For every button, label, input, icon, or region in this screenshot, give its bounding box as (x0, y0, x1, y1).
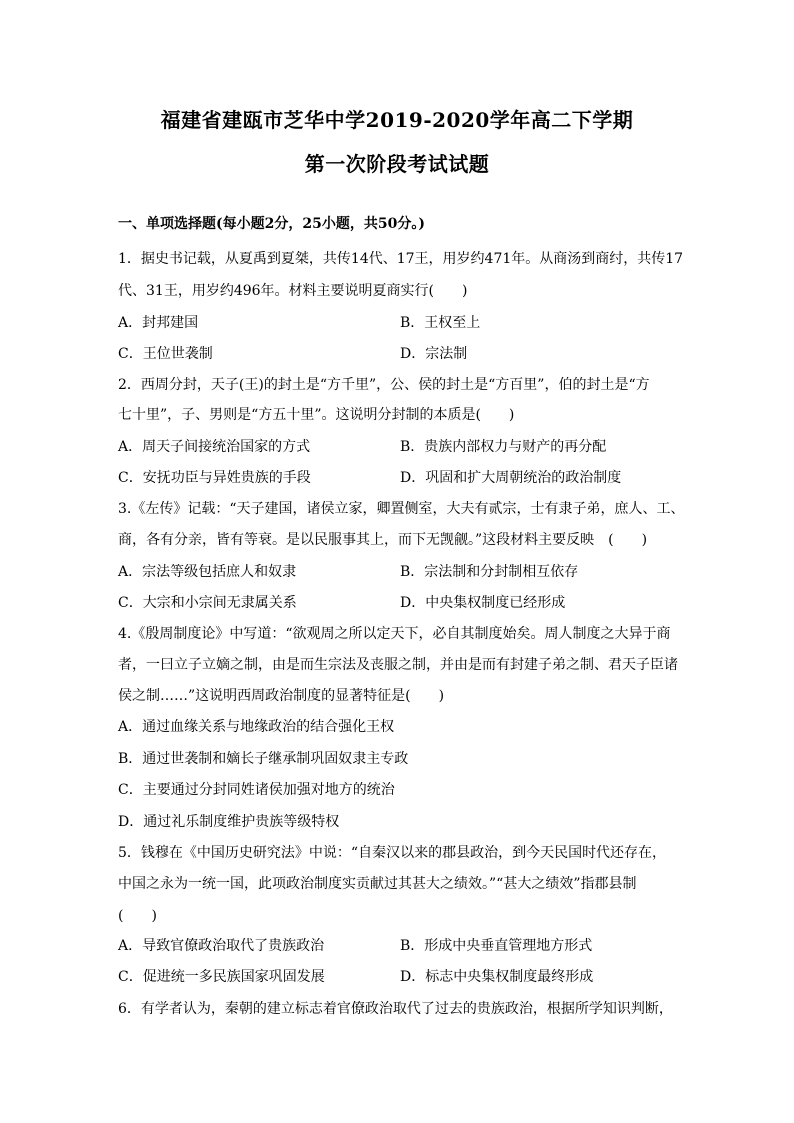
question-2-line-2: 七十里”，子、男则是“方五十里”。这说明分封制的本质是( ) (118, 407, 515, 423)
question-3-line-2: 商，各有分亲，皆有等衰。是以民服事其上，而下无觊觎。”这段材料主要反映 ( ) (118, 532, 648, 548)
question-4-option-a: A．通过血缘关系与地缘政治的结合强化王权 (118, 719, 395, 735)
question-1-option-c: C．王位世袭制 (118, 346, 213, 362)
question-3-option-c: C．大宗和小宗间无隶属关系 (118, 595, 297, 611)
question-2-option-d: D．巩固和扩大周朝统治的政治制度 (400, 470, 622, 486)
question-3-option-a: A．宗法等级包括庶人和奴隶 (118, 564, 297, 580)
question-5-option-c: C．促进统一多民族国家巩固发展 (118, 969, 325, 985)
question-2-line-1: 2．西周分封，天子(王)的封土是“方千里”，公、侯的封土是“方百里”，伯的封土是“方 (118, 377, 650, 393)
question-2-option-a: A．周天子间接统治国家的方式 (118, 439, 311, 455)
question-3-line-1: 3.《左传》记载：“天子建国，诸侯立家，卿置侧室，大夫有贰宗，士有隶子弟，庶人、工、 (118, 501, 685, 517)
question-1-option-d: D．宗法制 (400, 346, 468, 362)
question-5-line-3: ( ) (118, 908, 157, 924)
question-4-line-2: 者，一曰立子立嫡之制，由是而生宗法及丧服之制，并由是而有封建子弟之制、君天子臣诸 (118, 657, 678, 673)
document-title: 福建省建瓯市芝华中学2019-2020学年高二下学期 (160, 108, 634, 132)
question-4-option-d: D．通过礼乐制度维护贵族等级特权 (118, 814, 340, 830)
document-subtitle: 第一次阶段考试试题 (304, 152, 490, 176)
question-1-line-2: 代、31王，用岁约496年。材料主要说明夏商实行( ) (118, 283, 468, 299)
question-1-line-1: 1．据史书记载，从夏禹到夏桀，共传14代、17王，用岁约471年。从商汤到商纣，共传17 (118, 251, 684, 267)
question-4-line-3: 侯之制……”这说明西周政治制度的显著特征是( ) (118, 688, 445, 704)
question-3-option-d: D．中央集权制度已经形成 (400, 595, 566, 611)
question-5-line-2: 中国之永为一统一国，此项政治制度实贡献过其甚大之绩效。”“甚大之绩效”指郡县制 (118, 876, 637, 892)
question-6-line-1: 6．有学者认为，秦朝的建立标志着官僚政治取代了过去的贵族政治，根据所学知识判断， (118, 1001, 673, 1017)
question-4-line-1: 4.《殷周制度论》中写道：“欲观周之所以定天下，必自其制度始矣。周人制度之大异于商 (118, 626, 671, 642)
question-2-option-b: B．贵族内部权力与财产的再分配 (400, 439, 607, 455)
question-3-option-b: B．宗法制和分封制相互依存 (400, 564, 579, 580)
section-heading: 一、单项选择题(每小题2分，25小题，共50分。) (118, 216, 425, 232)
question-5-option-a: A．导致官僚政治取代了贵族政治 (118, 938, 325, 954)
question-1-option-a: A．封邦建国 (118, 315, 199, 331)
question-1-option-b: B．王权至上 (400, 315, 481, 331)
question-2-option-c: C．安抚功臣与异姓贵族的手段 (118, 470, 311, 486)
question-5-option-b: B．形成中央垂直管理地方形式 (400, 938, 593, 954)
question-5-option-d: D．标志中央集权制度最终形成 (400, 969, 594, 985)
question-5-line-1: 5．钱穆在《中国历史研究法》中说：“自秦汉以来的郡县政治，到今天民国时代还存在， (118, 845, 667, 861)
question-4-option-b: B．通过世袭制和嫡长子继承制巩固奴隶主专政 (118, 751, 409, 767)
question-4-option-c: C．主要通过分封同姓诸侯加强对地方的统治 (118, 782, 395, 798)
